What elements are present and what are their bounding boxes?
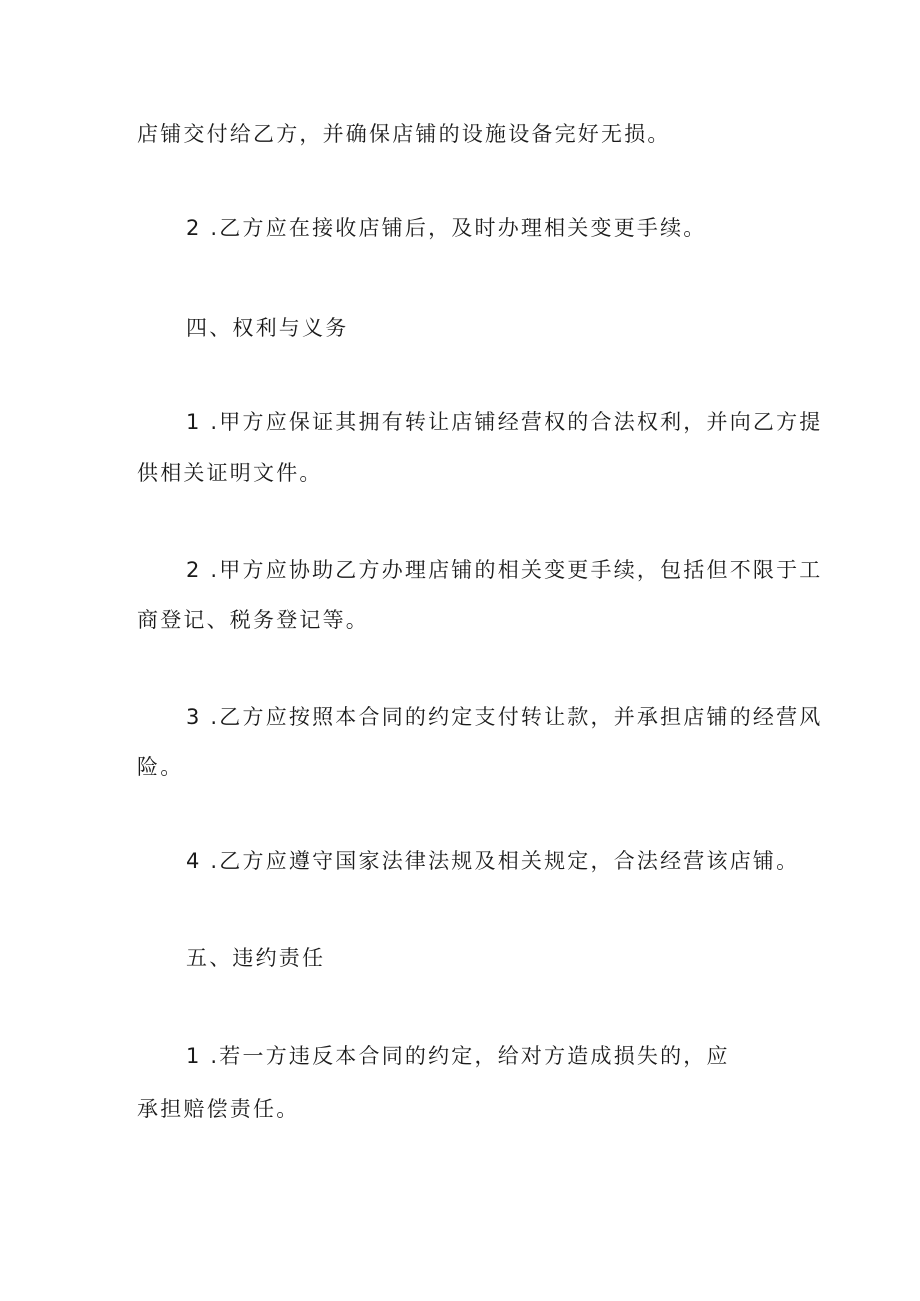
clause-4-1-line-2: 供相关证明文件。: [137, 461, 323, 485]
section-heading-rights-obligations: 四、权利与义务: [186, 316, 349, 340]
clause-3-2: 2 .乙方应在接收店铺后，及时办理相关变更手续。: [186, 216, 707, 240]
paragraph-line-handover: 店铺交付给乙方，并确保店铺的设施设备完好无损。: [137, 122, 671, 146]
clause-4-4: 4 .乙方应遵守国家法律法规及相关规定，合法经营该店铺。: [186, 849, 800, 873]
clause-4-1-line-1: 1 .甲方应保证其拥有转让店铺经营权的合法权利，并向乙方提: [186, 410, 823, 434]
clause-4-3-line-1: 3 .乙方应按照本合同的约定支付转让款，并承担店铺的经营风: [186, 705, 823, 729]
clause-4-2-line-2: 商登记、税务登记等。: [137, 608, 369, 632]
clause-4-2-line-1: 2 .甲方应协助乙方办理店铺的相关变更手续，包括但不限于工: [186, 558, 823, 582]
clause-4-3-line-2: 险。: [137, 755, 184, 779]
clause-5-1-line-2: 承担赔偿责任。: [137, 1097, 300, 1121]
clause-5-1-line-1: 1 .若一方违反本合同的约定，给对方造成损失的，应: [186, 1044, 730, 1068]
section-heading-breach-liability: 五、违约责任: [186, 946, 326, 970]
